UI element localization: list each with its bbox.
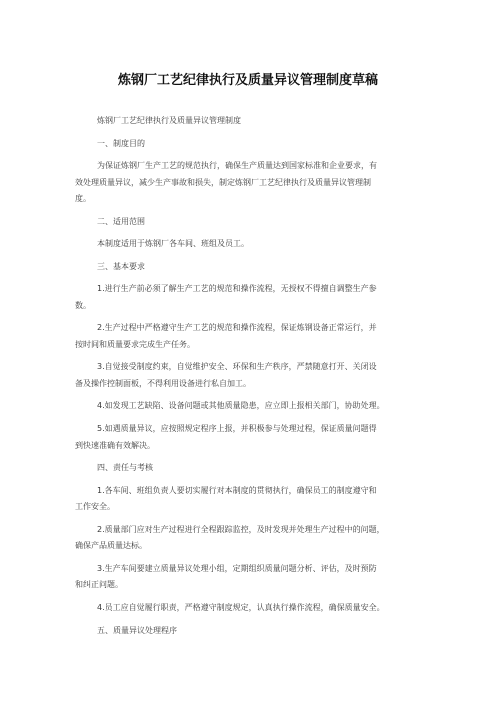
section-heading: 二、适用范围	[97, 217, 145, 226]
section-heading: 五、质量异议处理程序	[97, 626, 177, 635]
document-title: 炼钢厂工艺纪律执行及质量异议管理制度草稿	[117, 73, 378, 88]
paragraph-line: 2.生产过程中严格遵守生产工艺的规范和操作流程，保证炼钢设备正常运行，并	[97, 323, 377, 332]
section-heading: 四、责任与考核	[97, 463, 153, 472]
paragraph-line: 3.自觉接受制度约束，自觉维护安全、环保和生产秩序，严禁随意打开、关闭设	[97, 362, 377, 371]
paragraph-line: 4.如发现工艺缺陷、设备问题或其他质量隐患，应立即上报相关部门，协助处理。	[97, 401, 385, 410]
paragraph-line: 本制度适用于炼钢厂各车间、班组及员工。	[97, 239, 249, 248]
paragraph-line: 工作安全。	[75, 502, 115, 511]
paragraph-line: 为保证炼钢厂生产工艺的规范执行，确保生产质量达到国家标准和企业要求，有	[97, 161, 377, 170]
paragraph-line: 1.各车间、班组负责人要切实履行对本制度的贯彻执行，确保员工的制度遵守和	[97, 486, 377, 495]
paragraph-line: 度。	[75, 194, 91, 203]
paragraph-line: 备及操作控制面板，不得利用设备进行私自加工。	[75, 379, 251, 388]
paragraph-line: 3.生产车间要建立质量异议处理小组，定期组织质量问题分析、评估，及时预防	[97, 564, 377, 573]
paragraph-line: 1.进行生产前必须了解生产工艺的规范和操作流程，无授权不得擅自调整生产参	[97, 284, 377, 293]
paragraph-line: 确保产品质量达标。	[75, 541, 147, 550]
paragraph-line: 5.如遇质量异议，应按照规定程序上报，并积极参与处理过程，保证质量问题得	[97, 424, 377, 433]
section-heading: 三、基本要求	[97, 262, 145, 271]
paragraph-line: 和纠正问题。	[75, 580, 123, 589]
paragraph-line: 数。	[75, 301, 91, 310]
paragraph-line: 效处理质量异议，减少生产事故和损失，制定炼钢厂工艺纪律执行及质量异议管理制	[75, 178, 371, 187]
paragraph-line: 4.员工应自觉履行职责，严格遵守制度规定，认真执行操作流程，确保质量安全。	[97, 603, 385, 612]
paragraph-line: 按时间和质量要求完成生产任务。	[75, 340, 195, 349]
document-subtitle: 炼钢厂工艺纪律执行及质量异议管理制度	[97, 116, 241, 125]
paragraph-line: 2.质量部门应对生产过程进行全程跟踪监控，及时发现并处理生产过程中的问题，	[97, 525, 385, 534]
section-heading: 一、制度目的	[97, 139, 145, 148]
paragraph-line: 到快速准确有效解决。	[75, 441, 155, 450]
